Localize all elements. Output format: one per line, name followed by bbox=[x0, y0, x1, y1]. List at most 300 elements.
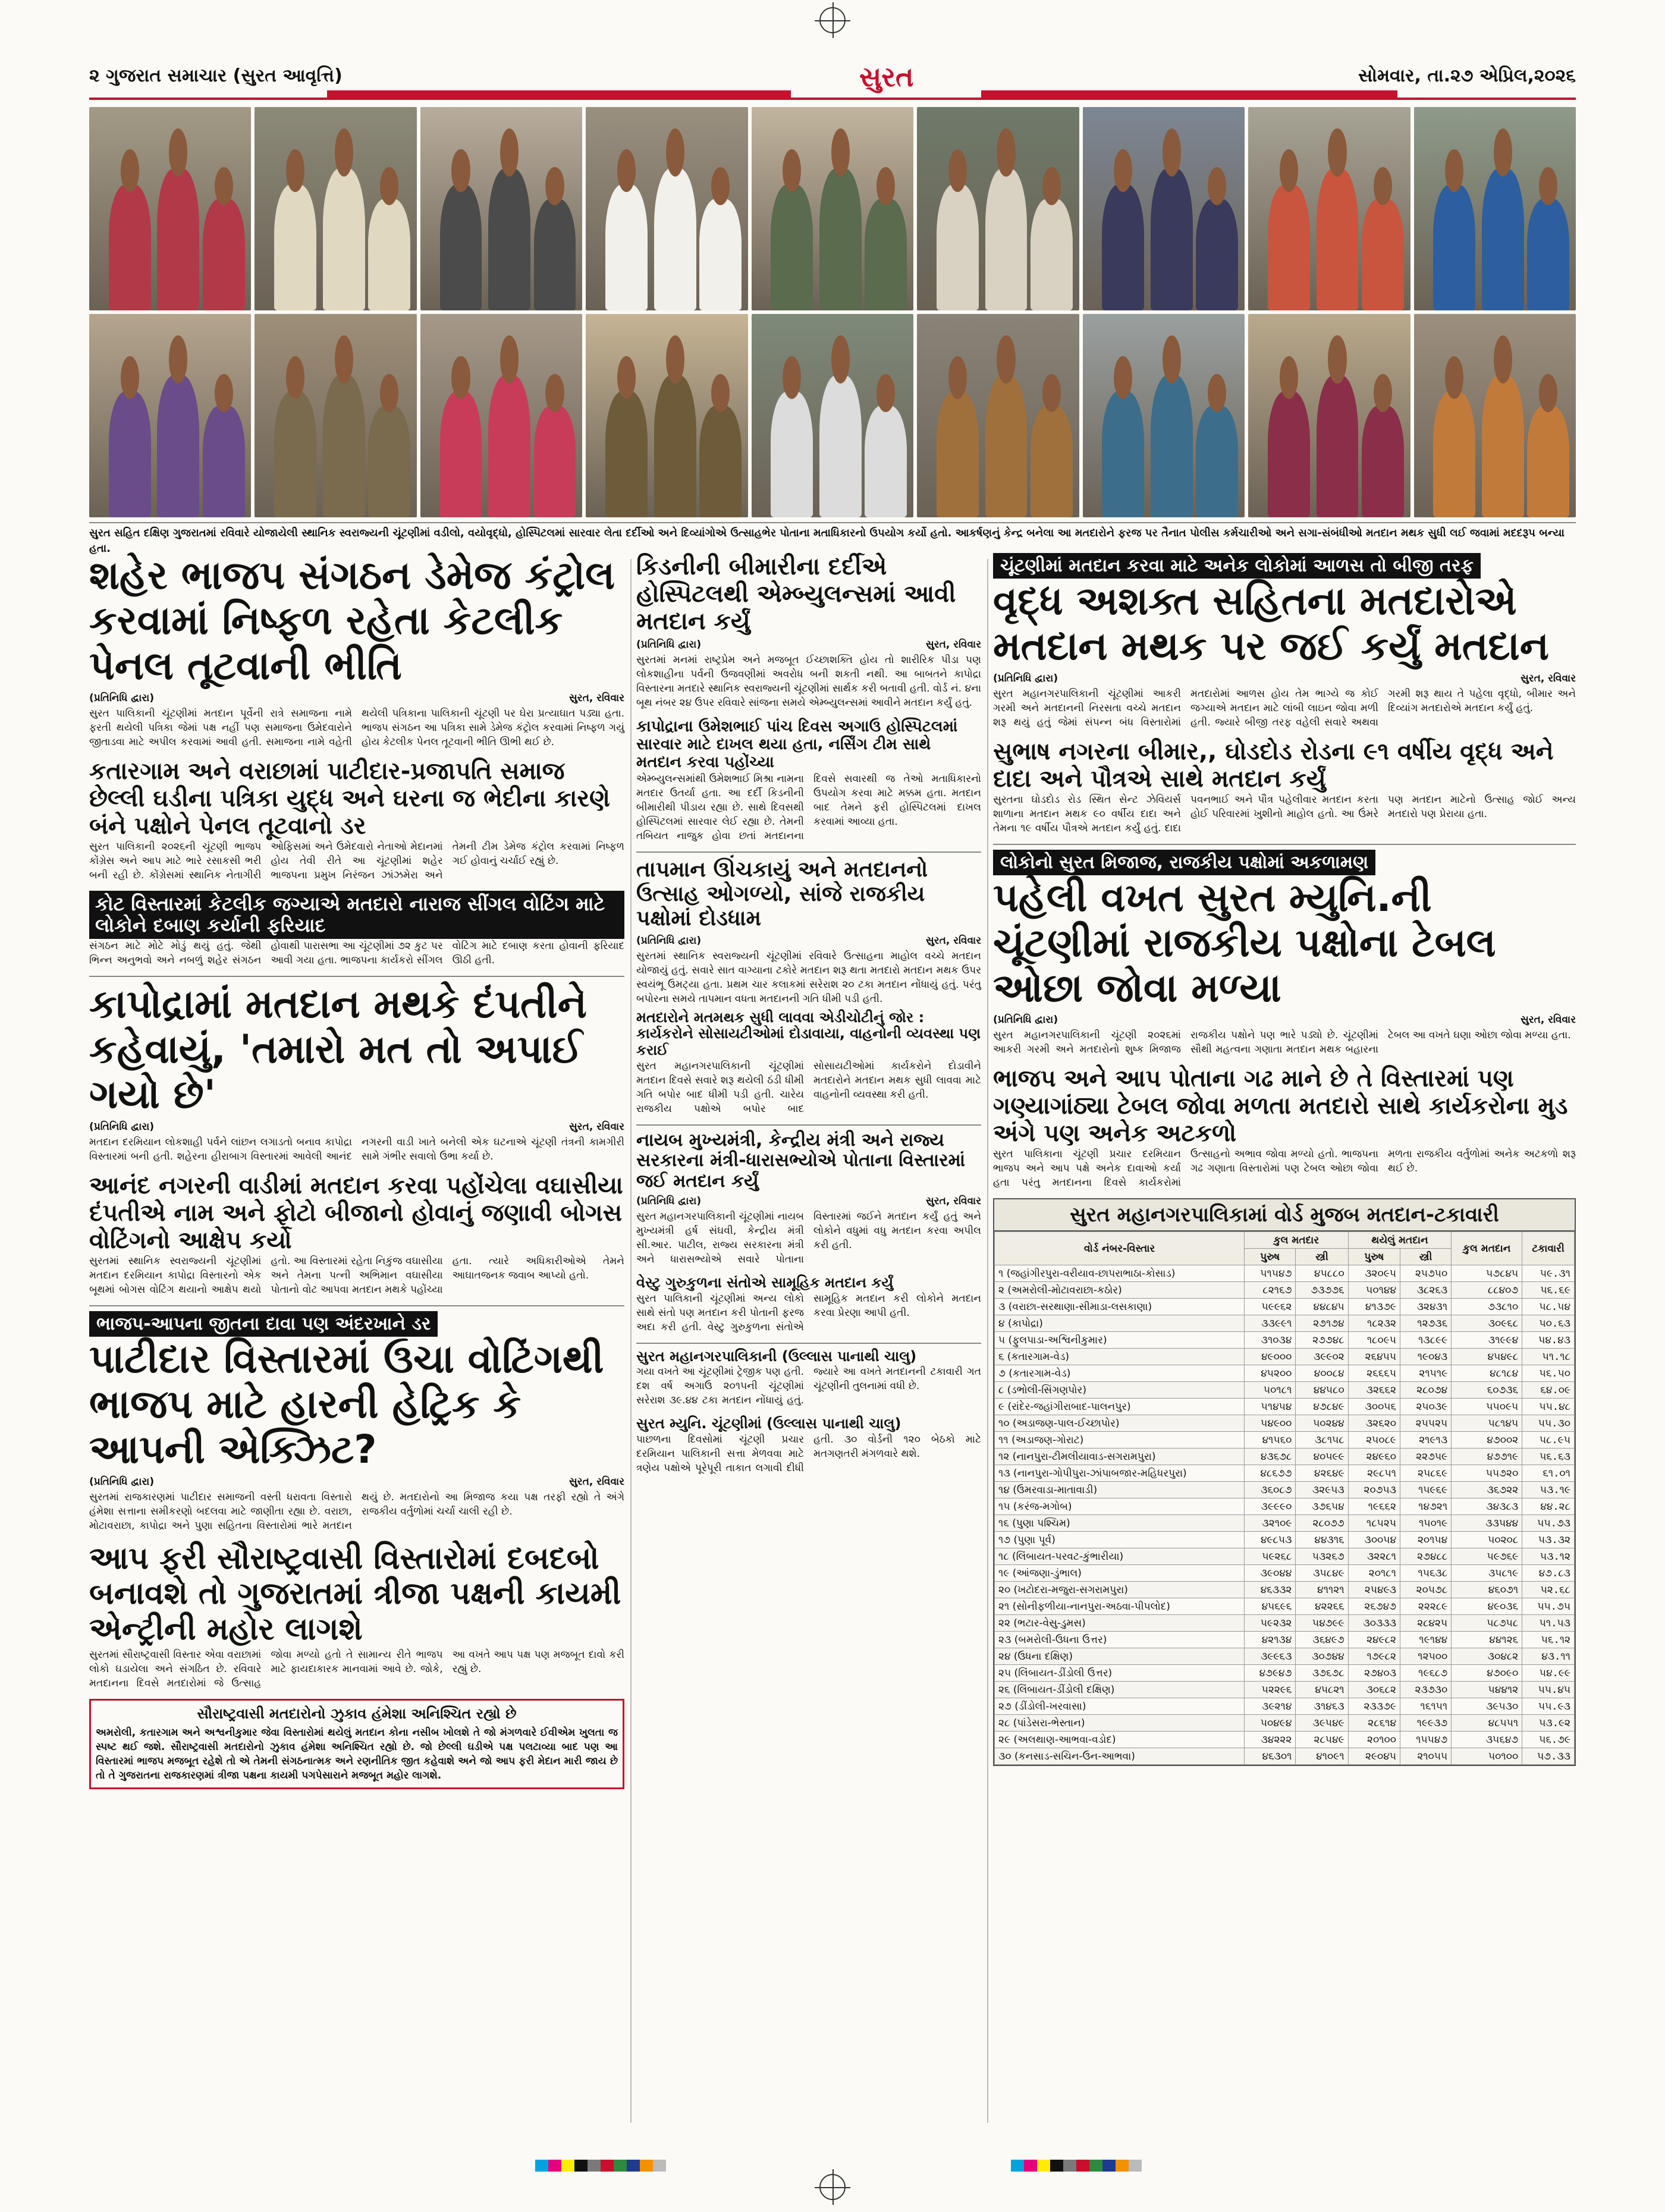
number-cell: ૫૩.૧૯ bbox=[1522, 1482, 1575, 1498]
headline: સુભાષ નગરના બીમાર,, ઘોડદોડ રોડના ૯૧ વર્ષીય વૃદ્ધ અને દાદા અને પૌત્રએ સાથે મતદાન કર્યું bbox=[993, 737, 1554, 793]
table-row bbox=[995, 1415, 1575, 1432]
number-cell: ૨૪૯૮૨ bbox=[1348, 1632, 1400, 1648]
color-swatch bbox=[1063, 2160, 1076, 2172]
page-number-edition: ૨ ગુજરાત સમાચાર (સુરત આવૃત્તિ) bbox=[89, 65, 343, 86]
article-temperature bbox=[636, 857, 981, 1116]
article-elderly-voters bbox=[993, 553, 1576, 730]
headline: કિડનીની બીમારીના દર્દીએ હોસ્પિટલથી એમ્બ્યુલન્સમાં આવી મતદાન કર્યું bbox=[636, 553, 956, 635]
number-cell: ૩૦૦૫૬ bbox=[1348, 1399, 1400, 1415]
ward-name-cell: ૨૭ (ડીંડોલી-ખરવાસા) bbox=[995, 1698, 1245, 1715]
headline: કોટ વિસ્તારમાં કેટલીક જગ્યાએ મતદારો નારાજ સીંગલ વોટિંગ માટે લોકોને દબાણ કર્યાની ફરિયાદ bbox=[89, 891, 624, 940]
number-cell: ૪૫૮૨૧ bbox=[1296, 1682, 1348, 1698]
color-swatch bbox=[614, 2160, 627, 2172]
person-figure bbox=[1102, 184, 1144, 310]
number-cell: ૧૯૯૩૭ bbox=[1400, 1715, 1452, 1732]
election-photo bbox=[420, 314, 582, 517]
number-cell: ૨૨૨૮૯ bbox=[1400, 1598, 1452, 1615]
article-election-continued bbox=[636, 1416, 981, 1475]
person-figure bbox=[203, 406, 245, 517]
table-row bbox=[995, 1515, 1575, 1532]
number-cell: ૫૭.૩૩ bbox=[1522, 1748, 1575, 1765]
ward-name-cell: ૯ (રાંદેર-જહાંગીરાબાદ-પાલનપુર) bbox=[995, 1399, 1245, 1415]
person-figure bbox=[699, 199, 742, 310]
number-cell: ૧૨૭૩૬ bbox=[1400, 1315, 1452, 1332]
table-row bbox=[995, 1598, 1575, 1615]
number-cell: ૪૭.૮૩ bbox=[1522, 1565, 1575, 1582]
dateline-place: સુરત, રવિવાર bbox=[569, 1475, 624, 1488]
issue-date: સોમવાર, તા.૨૭ એપ્રિલ,૨૦૨૬ bbox=[1358, 65, 1576, 86]
color-swatch bbox=[1024, 2160, 1037, 2172]
color-swatch bbox=[601, 2160, 614, 2172]
color-swatch bbox=[1076, 2160, 1089, 2172]
column-rule bbox=[987, 559, 988, 2123]
number-cell: ૧૯૬૮૭ bbox=[1400, 1665, 1452, 1682]
number-cell: ૧૮૨૩૨ bbox=[1348, 1315, 1400, 1332]
ward-name-cell: ૨૧ (સોનીફળીયા-નાનપુરા-અઠવા-પીપલોદ) bbox=[995, 1598, 1245, 1615]
number-cell: ૩૫૮૧૯ bbox=[1452, 1565, 1522, 1582]
byline: (પ્રતિનિધિ દ્વારા) bbox=[89, 692, 155, 704]
number-cell: ૪૪.૨૮ bbox=[1522, 1498, 1575, 1515]
number-cell: ૫૪૭૯૯ bbox=[1296, 1615, 1348, 1632]
ward-name-cell: ૧૮ (લિંબાયત-પરવટ-કુંભારીયા) bbox=[995, 1548, 1245, 1565]
number-cell: ૩૫૬૪૭ bbox=[1452, 1732, 1522, 1748]
number-cell: ૫૦૨૪૪ bbox=[1296, 1415, 1348, 1432]
photo-collage bbox=[89, 107, 1576, 517]
person-figure bbox=[109, 184, 151, 310]
number-cell: ૪૮૫૫૧ bbox=[1452, 1715, 1522, 1732]
election-photo bbox=[420, 107, 582, 310]
kicker: ચૂંટણીમાં મતદાન કરવા માટે અનેક લોકોમાં આળસ તો બીજી તરફ bbox=[993, 553, 1481, 579]
table-title: સુરત મહાનગરપાલિકામાં વોર્ડ મુજબ મતદાન-ટકાવારી bbox=[994, 1199, 1575, 1231]
ward-name-cell: ૨૨ (ભટાર-વેસુ-ડુમસ) bbox=[995, 1615, 1245, 1632]
ward-name-cell: ૨૪ (ઉધના દક્ષિણ) bbox=[995, 1648, 1245, 1665]
table-row bbox=[995, 1648, 1575, 1665]
number-cell: ૪૭૯૪૭ bbox=[1245, 1665, 1296, 1682]
highlight-box bbox=[89, 1699, 624, 1789]
number-cell: ૩૭૬૭૮ bbox=[1296, 1665, 1348, 1682]
article-body: પાછળના દિવસોમાં ચૂંટણી પ્રચાર દરમિયાન પાલિકાની સત્તા મેળવવા માટે ત્રણેય પક્ષોએ પૂરેપૂરી તાકાત લગાવી દીધી હતી. ૩૦ વોર્ડની ૧૨૦ બેઠકો માટે મતગણતરી મંગળવારે થશે. bbox=[636, 1433, 981, 1474]
box-title: સૌરાષ્ટ્રવાસી મતદારોનો ઝુકાવ હંમેશા અનિશ્ચિત રહ્યો છે bbox=[197, 1705, 517, 1722]
number-cell: ૪૨૬૪૯ bbox=[1296, 1465, 1348, 1482]
color-swatch bbox=[1102, 2160, 1116, 2172]
number-cell: ૫૯૨૩૨ bbox=[1245, 1615, 1296, 1632]
article-gurukul-saints bbox=[636, 1275, 981, 1334]
number-cell: ૫૦.૬૩ bbox=[1522, 1315, 1575, 1332]
number-cell: ૩૩૯૯૧ bbox=[1245, 1315, 1296, 1332]
table-header: કુલ મતદાન bbox=[1452, 1232, 1522, 1265]
number-cell: ૩૨૬૬૨ bbox=[1348, 1382, 1400, 1399]
number-cell: ૪૮૬૭૭ bbox=[1245, 1465, 1296, 1482]
person-figure bbox=[1102, 391, 1144, 517]
number-cell: ૧૯૧૪૪ bbox=[1400, 1632, 1452, 1648]
person-figure bbox=[488, 168, 530, 310]
article-kidney-patient bbox=[636, 553, 981, 710]
number-cell: ૨૭૭૪૮ bbox=[1296, 1332, 1348, 1349]
color-swatch bbox=[1011, 2160, 1024, 2172]
number-cell: ૩૦૬૮૨ bbox=[1348, 1682, 1400, 1698]
number-cell: ૨૫૦૩૯ bbox=[1400, 1399, 1452, 1415]
color-swatch bbox=[561, 2160, 574, 2172]
headline: પહેલી વખત સુરત મ્યુનિ.ની ચૂંટણીમાં રાજકીય પક્ષોના ટેબલ ઓછા જોવા મળ્યા bbox=[993, 874, 1496, 1011]
number-cell: ૧૫૫૪૭ bbox=[1400, 1732, 1452, 1748]
table-row bbox=[995, 1748, 1575, 1765]
person-figure bbox=[440, 184, 482, 310]
number-cell: ૨૭૪૦૩ bbox=[1348, 1665, 1400, 1682]
number-cell: ૩૧૦૩૪ bbox=[1245, 1332, 1296, 1349]
number-cell: ૧૨૫૦૦ bbox=[1400, 1648, 1452, 1665]
subheadline: મતદારોને મતમથક સુધી લાવવા એડીચોટીનું જોર : કાર્યકરોને સોસાયટીઓમાં દોડાવાયા, વાહનોની વ્યવસ્થા પણ કરાઈ bbox=[636, 1008, 981, 1059]
person-figure bbox=[109, 391, 151, 517]
election-photo bbox=[89, 314, 251, 517]
kicker: લોકોનો સુરત મિજાજ, રાજકીય પક્ષોમાં અકળામણ bbox=[993, 850, 1375, 875]
election-photo bbox=[586, 107, 747, 310]
number-cell: ૩૬૦૮૭ bbox=[1245, 1482, 1296, 1498]
byline: (પ્રતિનિધિ દ્વારા) bbox=[89, 1475, 155, 1488]
number-cell: ૩૪૨૨૨ bbox=[1245, 1732, 1296, 1748]
color-swatch bbox=[627, 2160, 640, 2172]
number-cell: ૫૫.૪૮ bbox=[1522, 1399, 1575, 1415]
headline: કતારગામ અને વરાછામાં પાટીદાર-પ્રજાપતિ સમાજ છેલ્લી ઘડીના પત્રિકા યુદ્ધ અને ઘરના જ ભેદીના કારણે બંને પક્ષોને પેનલ તૂટવાનો ડર bbox=[89, 757, 610, 840]
ward-name-cell: ૩૦ (કનસાડ-સચિન-ઉન-આભવા) bbox=[995, 1748, 1245, 1765]
number-cell: ૪૧૫૬૦ bbox=[1245, 1432, 1296, 1449]
number-cell: ૨૫૫૨૫ bbox=[1400, 1415, 1452, 1432]
person-figure bbox=[819, 375, 862, 517]
person-figure bbox=[1031, 199, 1073, 310]
number-cell: ૫૯.૩૧ bbox=[1522, 1265, 1575, 1282]
number-cell: ૫૮.૯૫ bbox=[1522, 1432, 1575, 1449]
number-cell: ૫૩૨૬૭ bbox=[1296, 1548, 1348, 1565]
number-cell: ૨૦૭૫૩ bbox=[1348, 1482, 1400, 1498]
number-cell: ૫૯૯૬૨ bbox=[1245, 1299, 1296, 1315]
table-subheader: પુરુષ bbox=[1245, 1249, 1296, 1265]
color-swatch bbox=[1050, 2160, 1063, 2172]
ward-name-cell: ૧૩ (નાનપુરા-ગોપીપુરા-ઝાંપાબજાર-મહિધરપુરા) bbox=[995, 1465, 1245, 1482]
person-figure bbox=[274, 391, 316, 517]
table-header: વોર્ડ નંબર-વિસ્તાર bbox=[995, 1232, 1245, 1265]
person-figure bbox=[534, 406, 576, 517]
number-cell: ૫૦૪૯૪ bbox=[1245, 1715, 1296, 1732]
number-cell: ૬૧.૦૧ bbox=[1522, 1465, 1575, 1482]
byline: (પ્રતિનિધિ દ્વારા) bbox=[89, 1120, 155, 1133]
color-swatch bbox=[1089, 2160, 1102, 2172]
number-cell: ૪૦૫૯૯ bbox=[1296, 1449, 1348, 1465]
number-cell: ૪૪૮૪૫ bbox=[1296, 1299, 1348, 1315]
number-cell: ૨૦૧૫૪ bbox=[1400, 1532, 1452, 1548]
ward-name-cell: ૧૦ (અડાજણ-પાલ-ઈચ્છાપોર) bbox=[995, 1415, 1245, 1432]
number-cell: ૩૨૧૦૯ bbox=[1245, 1515, 1296, 1532]
number-cell: ૨૧૯૧૩ bbox=[1400, 1432, 1452, 1449]
table-row bbox=[995, 1349, 1575, 1365]
number-cell: ૪૬૦૭૧ bbox=[1452, 1582, 1522, 1598]
table-subheader: સ્ત્રી bbox=[1296, 1249, 1348, 1265]
article-body: સુરતમાં સ્થાનિક સ્વરાજ્યની ચૂંટણીમાં રવિવારે ઉત્સાહના માહોલ વચ્ચે મતદાન યોજાયું હતું. સવારે સાત વાગ્યાના ટકોરે મતદાન શરૂ થતા મતદારો મતદાન મથક ઉપર સ્વયંભૂ ઉમટ્યા હતા. પ્રથમ ચાર કલાકમાં સરેરાશ ૨૦ ટકા મતદાન નોંધાયું હતું. પરંતુ બપોરના સમયે તાપમાન વધતા મતદાનની ગતિ ધીમી પડી હતી. bbox=[636, 950, 981, 1005]
dateline-place: સુરત, રવિવાર bbox=[1521, 1014, 1576, 1026]
number-cell: ૨૬૪૫૫ bbox=[1348, 1349, 1400, 1365]
color-swatch bbox=[653, 2160, 666, 2172]
number-cell: ૪૯૮૫૩ bbox=[1245, 1532, 1296, 1548]
number-cell: ૪૦૦૮૪ bbox=[1296, 1365, 1348, 1382]
table-row bbox=[995, 1332, 1575, 1349]
box-body: અમરોલી, કતારગામ અને અશ્વનીકુમાર જેવા વિસ્તારોમાં થયેલું મતદાન કોના નસીબ ખોલશે તે જો મંગળવારે ઈવીએમ ખુલતા જ સ્પષ્ટ થઈ જશે. સૌરાષ્ટ્રવાસી મતદારોનો ઝુકાવ હંમેશા અનિશ્ચિત રહ્યો છે. જો છેલ્લી ઘડીએ પક્ષ પલટાવ્યા બાદ પણ આ વિસ્તારમાં ભાજપ મજબૂત રહેશે તો એ તેમની સંગઠનાત્મક અને રણનીતિક જીત કહેવાશે અને જો આપ ફરી મેદાન મારી જાય છે તો તે ગુજરાતના રાજકારણમાં ત્રીજા પક્ષના કાયમી પગપેસારાને મજબૂત મહોર લાગશે. bbox=[96, 1727, 618, 1781]
number-cell: ૪૫૬૯૬ bbox=[1245, 1598, 1296, 1615]
person-figure bbox=[1433, 391, 1475, 517]
section-title: સુરત bbox=[859, 61, 914, 93]
article-body: સુરતમાં રાજકારણમાં પાટીદાર સમાજની વસ્તી ધરાવતા વિસ્તારો હંમેશા સત્તાના સમીકરણો બદલવા માટે જાણીતા રહ્યા છે. વરાછા, મોટાવરાછા, કાપોદ્રા અને પુણા સહિતના વિસ્તારોમાં ભારે મતદાન થયું છે. મતદારોનો આ મિજાજ કયા પક્ષ તરફી રહ્યો તે અંગે રાજકીય વર્તુળોમાં ચર્ચા ચાલી રહી છે. bbox=[89, 1491, 624, 1532]
table-row bbox=[995, 1665, 1575, 1682]
table-subheader: સ્ત્રી bbox=[1400, 1249, 1452, 1265]
number-cell: ૨૫૭૫૦ bbox=[1400, 1265, 1452, 1282]
number-cell: ૧૫૬૩૮ bbox=[1400, 1565, 1452, 1582]
number-cell: ૧૫૯૬૯ bbox=[1400, 1482, 1452, 1498]
election-photo bbox=[1083, 107, 1245, 310]
number-cell: ૪૪૧૨૬ bbox=[1452, 1632, 1522, 1648]
number-cell: ૨૮૦૭૭ bbox=[1296, 1515, 1348, 1532]
number-cell: ૨૧૫૧૯ bbox=[1400, 1365, 1452, 1382]
article-body: સુરતમાં મનમાં રાષ્ટ્રપ્રેમ અને મજબૂત ઈચ્છાશક્તિ હોય તો શારીરિક પીડા પણ લોકશાહીના પર્વની ઉજવણીમાં અવરોધ બની શકતી નથી. આ બાબતને કાપોદ્રા વિસ્તારના મતદારે સ્થાનિક સ્વરાજ્યની ચૂંટણીમાં સાર્થક કરી બતાવી હતી. વોર્ડ નં. ૪ના બૂથ નંબર ૨૪ ઉપર રવિવારે સાંજના સમયે એમ્બ્યુલન્સમાં આવીને મતદાન કર્યું હતું. bbox=[636, 654, 981, 709]
number-cell: ૩૯૯૯૦ bbox=[1245, 1498, 1296, 1515]
person-figure bbox=[1362, 406, 1404, 517]
number-cell: ૪૪૫૮૦ bbox=[1296, 1382, 1348, 1399]
number-cell: ૩૦૩૩૩ bbox=[1348, 1615, 1400, 1632]
color-swatch bbox=[1116, 2160, 1129, 2172]
number-cell: ૫૬.૬૯ bbox=[1522, 1282, 1575, 1299]
number-cell: ૫૨૨૯૬ bbox=[1245, 1682, 1296, 1698]
election-photo bbox=[1083, 314, 1245, 517]
ward-name-cell: ૮ (ડભોલી-સિંગણપોર) bbox=[995, 1382, 1245, 1399]
number-cell: ૩૩૫૪૪ bbox=[1452, 1515, 1522, 1532]
number-cell: ૪૭૦૦૨ bbox=[1452, 1432, 1522, 1449]
person-figure bbox=[1196, 199, 1238, 310]
table-row bbox=[995, 1632, 1575, 1648]
number-cell: ૨૬૬૬૫ bbox=[1348, 1365, 1400, 1382]
ward-name-cell: ૧ (જહાંગીરપુરા-વરીયાવ-છાપરાભાઠા-કોસાડ) bbox=[995, 1265, 1245, 1282]
person-figure bbox=[368, 199, 410, 310]
number-cell: ૫૯૨૬૮ bbox=[1245, 1548, 1296, 1565]
dateline-place: સુરત, રવિવાર bbox=[926, 934, 981, 947]
headline: આનંદ નગરની વાડીમાં મતદાન કરવા પહોંચેલા વઘાસીયા દંપતીએ નામ અને ફોટો બીજાનો હોવાનું જણાવી બોગસ વોટિંગનો આક્ષેપ કર્યો bbox=[89, 1171, 623, 1254]
article-smc-continued bbox=[636, 1349, 981, 1408]
ward-name-cell: ૧૯ (આંજણા-ડુંભાલ) bbox=[995, 1565, 1245, 1582]
number-cell: ૩૦૪૮૨ bbox=[1452, 1648, 1522, 1665]
number-cell: ૩૯૫૩૦ bbox=[1452, 1698, 1522, 1715]
number-cell: ૨૮૬૧૪ bbox=[1348, 1715, 1400, 1732]
number-cell: ૫૩.૯૨ bbox=[1522, 1715, 1575, 1732]
dateline-place: સુરત, રવિવાર bbox=[926, 1195, 981, 1208]
dateline-place: સુરત, રવિવાર bbox=[926, 639, 981, 651]
ward-name-cell: ૨૯ (અલથાણ-આભવા-વડોદ) bbox=[995, 1732, 1245, 1748]
article-party-tables bbox=[993, 850, 1576, 1057]
number-cell: ૩૨૯૫૩ bbox=[1296, 1482, 1348, 1498]
number-cell: ૨૪૯૬૦ bbox=[1348, 1449, 1400, 1465]
person-figure bbox=[985, 375, 1028, 517]
ward-name-cell: ૪ (કાપોદ્રા) bbox=[995, 1315, 1245, 1332]
table-row bbox=[995, 1365, 1575, 1382]
election-photo bbox=[255, 107, 416, 310]
number-cell: ૩૬૪૯૭ bbox=[1296, 1632, 1348, 1648]
person-figure bbox=[1362, 199, 1404, 310]
person-figure bbox=[985, 168, 1028, 310]
article-body: મતદાન દરમિયાન લોકશાહી પર્વને લાંછન લગાડતો બનાવ કાપોદ્રા વિસ્તારમાં બની હતી. શહેરના હીરાબાગ વિસ્તારમાં આવેલી આનંદ નગરની વાડી ખાતે બનેલી એક ઘટનાએ ચૂંટણી તંત્રની કામગીરી સામે ગંભીર સવાલો ઉભા કર્યા છે. bbox=[89, 1136, 624, 1162]
article-body: સંગઠન માટે મોટે મોડું થયું હતું. જેથી ભિન્ન અનુભવો અને નબળું શહેર સંગઠન હોવાથી પારાસભા આ ચૂંટણીમાં ૭૨ કુટ પર આવી ગયા હતા. ભાજપના કાર્યકરો સીંગલ વોટિંગ માટે દબાણ કરતા હોવાની ફરિયાદ ઊઠી હતી. bbox=[89, 940, 624, 967]
number-cell: ૧૮૫૨૫ bbox=[1348, 1515, 1400, 1532]
article-body: એમ્બ્યુલન્સમાંથી ઉમેશભાઈ મિશ્રા નામના મતદાર ઉતર્યા હતા. આ દર્દી કિડનીની બીમારીથી પીડાય રહ્યા છે. સાથે દિવસથી હોસ્પિટલમાં સારવાર લેઈ રહ્યા છે. તેમની તબિયત નાજુક હોવા છતાં મતદાનના દિવસે સવારથી જ તેઓ મતાધિકારનો ઉપયોગ કરવા માટે મક્કમ હતા. મતદાન બાદ તેમને ફરી હોસ્પિટલમાં દાખલ કરવામાં આવ્યા હતા. bbox=[636, 772, 981, 842]
person-figure bbox=[1482, 375, 1524, 517]
dateline-place: સુરત, રવિવાર bbox=[1521, 672, 1576, 684]
table-header: કુલ મતદાર bbox=[1245, 1232, 1349, 1249]
table-row bbox=[995, 1698, 1575, 1715]
number-cell: ૩૭૬૫૪ bbox=[1296, 1498, 1348, 1515]
number-cell: ૧૬૧૫૧ bbox=[1400, 1698, 1452, 1715]
ward-name-cell: ૧૫ (કરંજ-મગોબ) bbox=[995, 1498, 1245, 1515]
number-cell: ૨૯૦૪૫ bbox=[1348, 1748, 1400, 1765]
election-photo bbox=[1414, 314, 1576, 517]
number-cell: ૩૨૬૨૦ bbox=[1348, 1415, 1400, 1432]
number-cell: ૩૯૯૦૨ bbox=[1296, 1349, 1348, 1365]
column-left bbox=[89, 553, 624, 1789]
registration-mark-top bbox=[819, 7, 846, 33]
person-figure bbox=[157, 375, 199, 517]
person-figure bbox=[819, 168, 862, 310]
person-figure bbox=[865, 199, 907, 310]
number-cell: ૨૮૪૨૫ bbox=[1400, 1615, 1452, 1632]
election-photo bbox=[917, 107, 1079, 310]
number-cell: ૨૦૧૮૧ bbox=[1348, 1565, 1400, 1582]
number-cell: ૪૮૧૮૪ bbox=[1452, 1365, 1522, 1382]
person-figure bbox=[440, 391, 482, 517]
person-figure bbox=[1317, 168, 1359, 310]
number-cell: ૩૧૪૬૩ bbox=[1296, 1698, 1348, 1715]
number-cell: ૩૨૨૮૧ bbox=[1348, 1548, 1400, 1565]
number-cell: ૪૭૭૧૯ bbox=[1452, 1449, 1522, 1465]
article-body: સુરતમાં સૌરાષ્ટ્રવાસી વિસ્તાર એવા વરાછામાં લોકો ઘડાયેલા અને સંગઠિત છે. રવિવારે મતદાનના દિવસે મતદારોમાં જે ઉત્સાહ જોવા મળ્યો હતો તે સામાન્ય રીતે ભાજપ માટે ફાયદાકારક માનવામાં આવે છે. જોકે, આ વખતે આપ પક્ષ પણ મજબૂત દાવો કરી રહ્યું છે. bbox=[89, 1649, 624, 1689]
byline: (પ્રતિનિધિ દ્વારા) bbox=[636, 1195, 702, 1208]
number-cell: ૫૫.૯૩ bbox=[1522, 1698, 1575, 1715]
person-figure bbox=[654, 375, 696, 517]
number-cell: ૩૦૯૬૮ bbox=[1452, 1315, 1522, 1332]
number-cell: ૫૫૭૨૦ bbox=[1452, 1465, 1522, 1482]
number-cell: ૬૦૭૩૬ bbox=[1452, 1382, 1522, 1399]
article-anand-nagar bbox=[89, 1172, 624, 1297]
ward-name-cell: ૨૩ (બમરોલી-ઉધના ઉત્તર) bbox=[995, 1632, 1245, 1648]
person-figure bbox=[1196, 406, 1238, 517]
column-right bbox=[993, 553, 1576, 1766]
color-swatch bbox=[588, 2160, 601, 2172]
article-body: સુરત મહાનગરપાલિકાની ચૂંટણી ૨૦૨૬માં આકરી ગરમી અને મતદારોનો શુષ્ક મિજાજ રાજકીય પક્ષોને પણ ભારે પડ્યો છે. ચૂંટણીમાં સૌથી મહત્વના ગણાતા મતદાન મથક બહારના ટેબલ આ વખતે ઘણા ઓછા જોવા મળ્યા હતા. bbox=[993, 1029, 1571, 1056]
headline: શહેર ભાજપ સંગઠન ડેમેજ કંટ્રોલ કરવામાં નિષ્ફળ રહેતા કેટલીક પેનલ તૂટવાની ભીતિ bbox=[89, 552, 615, 689]
number-cell: ૧૫૦૧૯ bbox=[1400, 1515, 1452, 1532]
number-cell: ૬૪.૦૯ bbox=[1522, 1382, 1575, 1399]
color-swatch bbox=[548, 2160, 561, 2172]
masthead-red-bar-right bbox=[981, 90, 1397, 99]
article-body: સુરતમાં સ્થાનિક સ્વરાજ્યની ચૂંટણીમાં મતદાન દરમિયાન કાપોદ્રા વિસ્તારનો એક બૂથમાં બોગસ વોટિંગ થયાનો આક્ષેપ થયો હતો. આ વિસ્તારમાં રહેતા નિકુંજ વઘાસીયા અને તેમના પત્ની અભિમાન વઘાસીયા પોતાનો વોટ આપવા મતદાન મથકે પહોંચ્યા હતા. ત્યારે અધિકારીઓએ તેમને આઘાતજનક જવાબ આપ્યો હતો. bbox=[89, 1255, 624, 1296]
ward-name-cell: ૬ (કતારગામ-વેડ) bbox=[995, 1349, 1245, 1365]
person-figure bbox=[865, 406, 907, 517]
person-figure bbox=[1433, 184, 1475, 310]
number-cell: ૪૧૩૭૯ bbox=[1348, 1299, 1400, 1315]
table-row bbox=[995, 1299, 1575, 1315]
person-figure bbox=[654, 168, 696, 310]
number-cell: ૫૪.૯૯ bbox=[1522, 1665, 1575, 1682]
number-cell: ૩૮૧૫૮ bbox=[1296, 1432, 1348, 1449]
table-header: ટકાવારી bbox=[1522, 1232, 1575, 1265]
number-cell: ૪૯૦૩૬ bbox=[1452, 1598, 1522, 1615]
number-cell: ૫૩.૩૨ bbox=[1522, 1532, 1575, 1548]
person-figure bbox=[1527, 199, 1569, 310]
ward-name-cell: ૨ (અમરોલી-મોટાવરાછા-કઠોર) bbox=[995, 1282, 1245, 1299]
person-figure bbox=[771, 184, 813, 310]
number-cell: ૨૩૩૭૯ bbox=[1348, 1698, 1400, 1715]
table-row bbox=[995, 1265, 1575, 1282]
color-swatch bbox=[1129, 2160, 1142, 2172]
number-cell: ૫૫.૭૩ bbox=[1522, 1515, 1575, 1532]
table-row bbox=[995, 1532, 1575, 1548]
number-cell: ૫૬.૭૯ bbox=[1522, 1732, 1575, 1748]
person-figure bbox=[1527, 406, 1569, 517]
number-cell: ૫૫.૩૦ bbox=[1522, 1415, 1575, 1432]
number-cell: ૫૮.૫૪ bbox=[1522, 1299, 1575, 1315]
election-photo bbox=[1248, 314, 1410, 517]
table-row bbox=[995, 1715, 1575, 1732]
table-row bbox=[995, 1465, 1575, 1482]
number-cell: ૨૧૦૫૫ bbox=[1400, 1748, 1452, 1765]
person-figure bbox=[605, 184, 648, 310]
number-cell: ૩૮૨૬૩ bbox=[1400, 1282, 1452, 1299]
byline: (પ્રતિનિધિ દ્વારા) bbox=[636, 934, 702, 947]
table-row bbox=[995, 1399, 1575, 1415]
number-cell: ૪૩.૧૧ bbox=[1522, 1648, 1575, 1665]
registration-mark-bottom bbox=[819, 2174, 846, 2200]
number-cell: ૫૦૧૪૪ bbox=[1348, 1282, 1400, 1299]
number-cell: ૫૮૭૫૮ bbox=[1452, 1615, 1522, 1632]
number-cell: ૨૫૮૬૯ bbox=[1400, 1465, 1452, 1482]
number-cell: ૫૬.૧૨ bbox=[1522, 1632, 1575, 1648]
dateline-place: સુરત, રવિવાર bbox=[569, 1120, 624, 1133]
table-row bbox=[995, 1382, 1575, 1399]
article-body: સુરત પાલિકાની ચૂંટણીમાં અન્ય લોકો સાથે સંતો પણ મતદાન કરી પોતાની ફરજ અદા કરી હતી. વેસ્ટુ ગુરુકુળના સંતોએ સામૂહિક મતદાન કરી લોકોને મતદાન કરવા પ્રેરણા આપી હતી. bbox=[636, 1292, 981, 1333]
person-figure bbox=[1031, 406, 1073, 517]
number-cell: ૩૦૭૪૪ bbox=[1296, 1648, 1348, 1665]
ward-name-cell: ૨૬ (લિંબાયત-ડીંડોલી દક્ષિણ) bbox=[995, 1682, 1245, 1698]
person-figure bbox=[534, 199, 576, 310]
number-cell: ૧૮૦૯૫ bbox=[1348, 1332, 1400, 1349]
number-cell: ૫૯૭૬૯ bbox=[1452, 1548, 1522, 1565]
number-cell: ૪૨૧૩૪ bbox=[1245, 1632, 1296, 1648]
number-cell: ૫૦૨૦૮ bbox=[1452, 1532, 1522, 1548]
number-cell: ૨૫૦૮૯ bbox=[1348, 1432, 1400, 1449]
person-figure bbox=[937, 184, 979, 310]
article-body: સુરત મહાનગરપાલિકાની ચૂંટણીમાં મતદાન દિવસે સવારે શરૂ થયેલી ઠંડી ધીમી ગતિ બપોર બાદ ધીમી પડી હતી. ચારેય રાજકીય પક્ષોએ બપોર બાદ સોસાયટીઓમાં કાર્યકરોને દોડાવીને મતદારોને મતદાન મથક સુધી લાવવા માટે વાહનોની વ્યવસ્થા કરી હતી. bbox=[636, 1060, 981, 1115]
ward-name-cell: ૨૫ (લિંબાયત-ડીંડોલી ઉત્તર) bbox=[995, 1665, 1245, 1682]
table-row bbox=[995, 1315, 1575, 1332]
article-grandfather-grandson bbox=[993, 738, 1576, 835]
number-cell: ૫૧.૫૩ bbox=[1522, 1615, 1575, 1632]
number-cell: ૪૧૦૯૧ bbox=[1296, 1748, 1348, 1765]
person-figure bbox=[274, 184, 316, 310]
number-cell: ૭૩૮૧૦ bbox=[1452, 1299, 1522, 1315]
election-photo bbox=[917, 314, 1079, 517]
table-row bbox=[995, 1449, 1575, 1465]
article-body: સુરત પાલિકાના ચૂંટણી પ્રચાર દરમિયાન ભાજપ અને આપ પક્ષે અનેક દાવાઓ કર્યા હતા પરંતુ મતદાનના દિવસે કાર્યકરોમાં ઉત્સાહનો અભાવ જોવા મળ્યો હતો. ભાજપના ગઢ ગણાતા વિસ્તારોમાં પણ ટેબલ ઓછા જોવા મળતા રાજકીય વર્તુળોમાં અનેક અટકળો શરૂ થઈ છે. bbox=[993, 1148, 1576, 1189]
table-row bbox=[995, 1682, 1575, 1698]
article-body: સુરતના ઘોડદોડ રોડ સ્થિત સેન્ટ ઝેવિયર્સ શાળાના મતદાન મથક ૯૦ વર્ષીય દાદા અને તેમના ૧૯ વર્ષીય પૌત્રએ મતદાન કર્યું હતું. દાદા પવનભાઈ અને પૌત્ર પહેલીવાર મતદાન કરતા હોઈ પરિવારમાં ખુશીનો માહોલ હતો. આ ઉંમરે પણ મતદાન માટેનો ઉત્સાહ જોઈ અન્ય મતદારો પણ પ્રેરાયા હતા. bbox=[993, 793, 1576, 834]
table-row bbox=[995, 1482, 1575, 1498]
number-cell: ૨૯૮૫૧ bbox=[1348, 1465, 1400, 1482]
number-cell: ૨૨૭૫૯ bbox=[1400, 1449, 1452, 1465]
color-bar-left bbox=[535, 2160, 666, 2172]
table-row bbox=[995, 1498, 1575, 1515]
number-cell: ૫૬.૫૦ bbox=[1522, 1365, 1575, 1382]
article-kapodra-couple bbox=[89, 982, 624, 1164]
